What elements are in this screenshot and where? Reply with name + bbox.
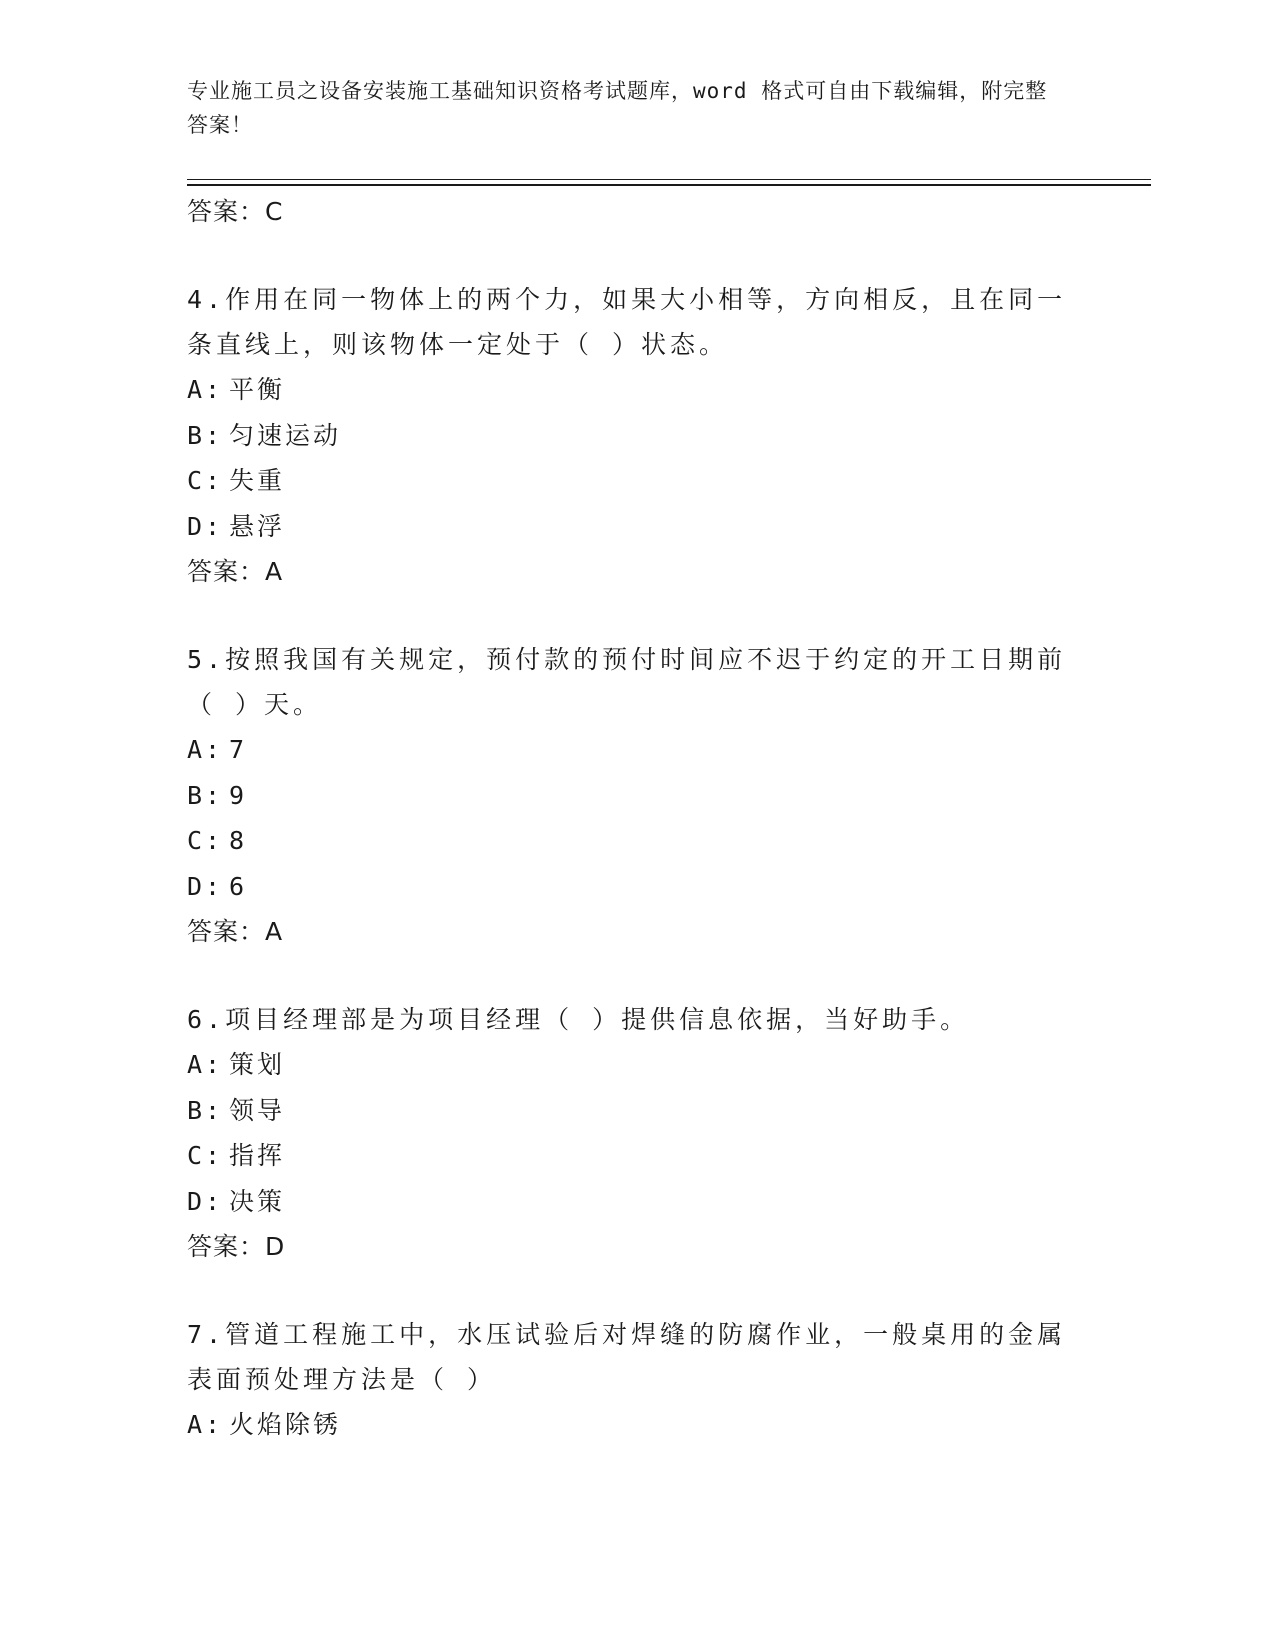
- header-divider-thick: [187, 184, 1151, 186]
- option-text: 7: [229, 735, 248, 764]
- option-c: [187, 818, 1087, 864]
- question-list: [187, 187, 1087, 1448]
- option-a: [187, 1042, 1087, 1088]
- option-key: A:: [187, 375, 224, 404]
- question-block: [187, 277, 1087, 595]
- question-block: [187, 637, 1087, 955]
- option-text: 9: [229, 780, 248, 810]
- option-text: 决策: [229, 1186, 286, 1216]
- option-key: B:: [187, 1095, 224, 1125]
- answer-line: 答案：C: [187, 197, 284, 226]
- question-stem: 5.按照我国有关规定，预付款的预付时间应不迟于约定的开工日期前（ ）天。: [187, 645, 1067, 719]
- option-key: B:: [187, 420, 224, 450]
- option-text: 指挥: [229, 1141, 286, 1170]
- option-a: [187, 367, 1087, 413]
- question-block: [187, 1312, 1087, 1448]
- option-d: [187, 1179, 1087, 1225]
- header-divider-thin: [187, 179, 1151, 180]
- answer-line: 答案：A: [187, 557, 284, 586]
- option-key: A:: [187, 1050, 224, 1079]
- option-d: [187, 864, 1087, 910]
- option-key: A:: [187, 1410, 224, 1439]
- question-stem: 6.项目经理部是为项目经理（ ）提供信息依据，当好助手。: [187, 1005, 970, 1034]
- option-text: 8: [229, 826, 248, 855]
- option-text: 平衡: [229, 375, 286, 404]
- option-c: [187, 1133, 1087, 1179]
- option-c: [187, 458, 1087, 504]
- question-stem: 4.作用在同一物体上的两个力，如果大小相等，方向相反，且在同一条直线上，则该物体一定处于（ ）状态。: [187, 285, 1067, 359]
- option-a: [187, 727, 1087, 773]
- question-stem: 7.管道工程施工中，水压试验后对焊缝的防腐作业，一般桌用的金属表面预处理方法是（ ）: [187, 1320, 1067, 1394]
- option-key: B:: [187, 780, 224, 810]
- option-text: 悬浮: [229, 511, 286, 541]
- option-d: [187, 504, 1087, 550]
- option-key: C:: [187, 826, 224, 855]
- answer-line: 答案：D: [187, 1232, 286, 1261]
- option-b: [187, 413, 1087, 459]
- option-b: [187, 1088, 1087, 1134]
- option-text: 领导: [229, 1095, 286, 1125]
- option-key: D:: [187, 871, 224, 901]
- option-key: C:: [187, 1141, 224, 1170]
- option-text: 策划: [229, 1050, 286, 1079]
- option-key: A:: [187, 735, 224, 764]
- option-text: 失重: [229, 466, 286, 495]
- option-a: [187, 1402, 1087, 1448]
- option-key: D:: [187, 1186, 224, 1216]
- option-text: 6: [229, 871, 248, 901]
- option-key: C:: [187, 466, 224, 495]
- answer-line: 答案：A: [187, 917, 284, 946]
- option-key: D:: [187, 511, 224, 541]
- option-text: 匀速运动: [229, 420, 342, 450]
- question-block: [187, 997, 1087, 1270]
- option-text: 火焰除锈: [229, 1410, 342, 1439]
- option-b: [187, 773, 1087, 819]
- document-header: 专业施工员之设备安装施工基础知识资格考试题库，word 格式可自由下载编辑，附完整答案！: [187, 79, 1048, 137]
